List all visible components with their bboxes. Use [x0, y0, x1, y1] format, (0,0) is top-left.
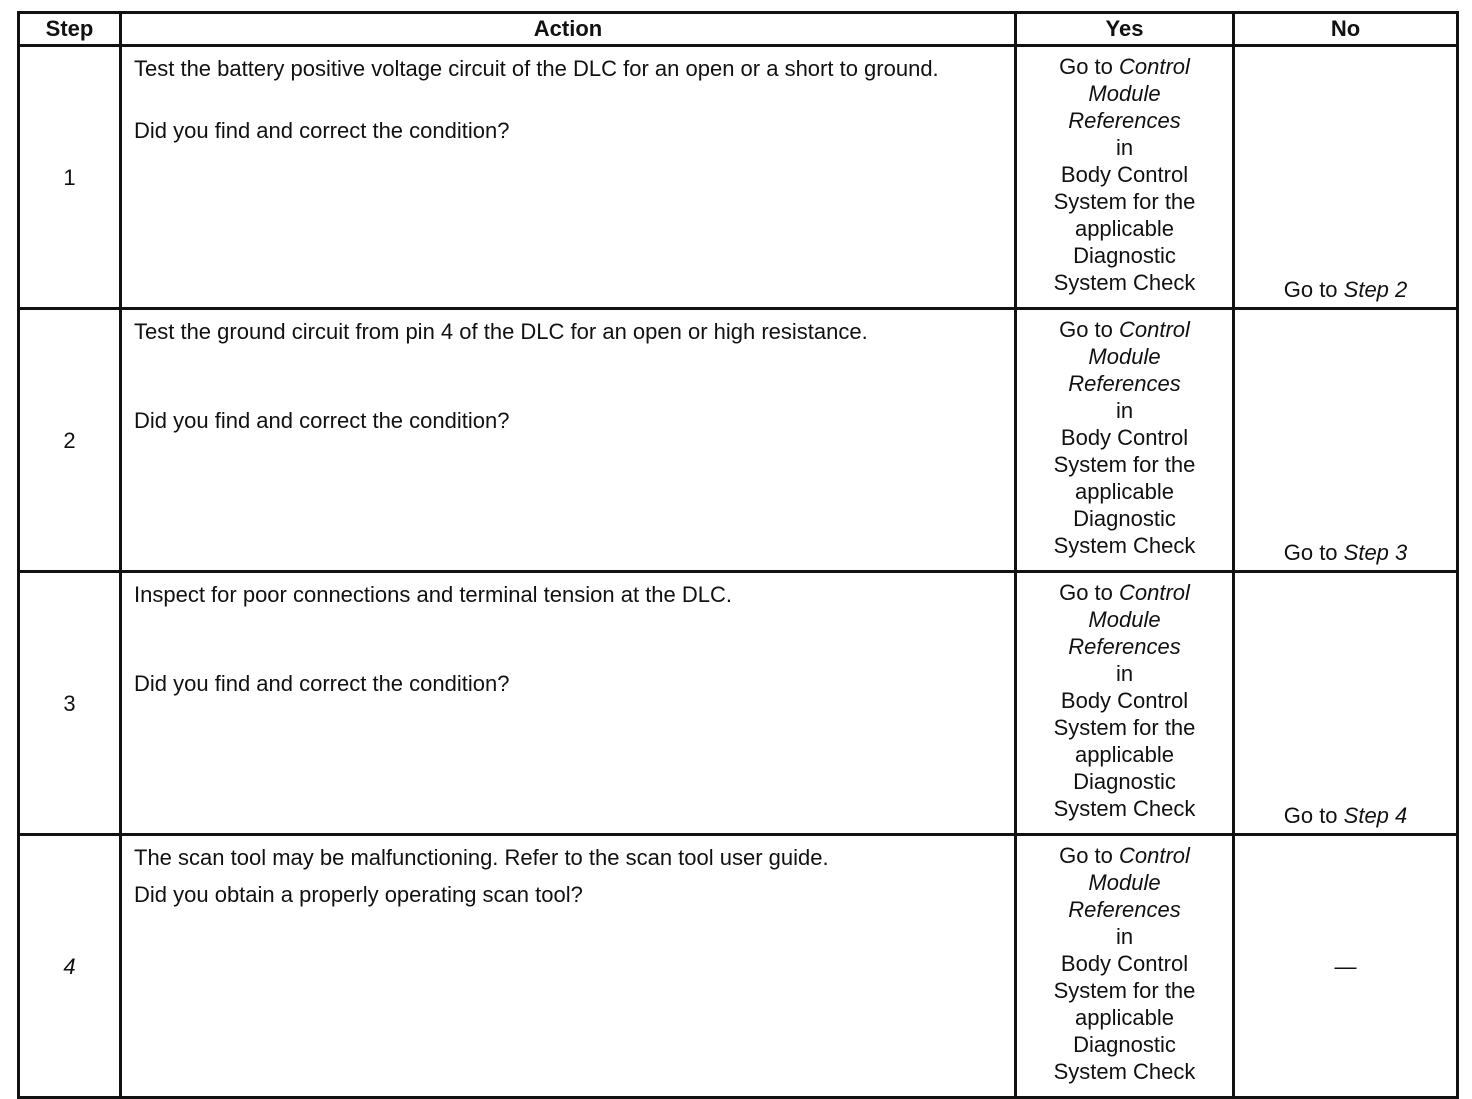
diagnostic-table	[17, 11, 1459, 1099]
no-prefix: Go to	[1283, 803, 1344, 828]
control-module-references-link[interactable]: Module	[1088, 344, 1161, 369]
step-number: 2	[19, 309, 121, 572]
yes-text: System for the	[1053, 189, 1196, 214]
header-yes: Yes	[1016, 13, 1234, 46]
header-no: No	[1234, 13, 1458, 46]
yes-text: applicable	[1074, 742, 1175, 767]
step-link[interactable]: Step 2	[1343, 277, 1408, 302]
control-module-references-link[interactable]: Control	[1119, 843, 1190, 868]
action-instruction: Test the battery positive voltage circuit of the DLC for an open or a short to ground.	[134, 56, 939, 81]
table-row	[19, 572, 1458, 835]
control-module-references-link[interactable]: Control	[1119, 580, 1190, 605]
yes-prefix: Go to	[1059, 580, 1119, 605]
action-question: Did you obtain a properly operating scan tool?	[134, 882, 583, 907]
action-question: Did you find and correct the condition?	[134, 118, 510, 143]
yes-cell	[1016, 835, 1234, 1098]
header-action: Action	[121, 13, 1016, 46]
yes-text: System Check	[1053, 533, 1196, 558]
no-dash: —	[1334, 953, 1357, 979]
yes-text: in	[1115, 661, 1134, 686]
yes-prefix: Go to	[1059, 54, 1119, 79]
yes-prefix: Go to	[1059, 317, 1119, 342]
table-row	[19, 835, 1458, 1098]
no-prefix: Go to	[1283, 277, 1344, 302]
action-instruction: Test the ground circuit from pin 4 of the DLC for an open or high resistance.	[134, 319, 868, 344]
yes-text: applicable	[1074, 216, 1175, 241]
control-module-references-link[interactable]: Module	[1088, 81, 1161, 106]
action-instruction: The scan tool may be malfunctioning. Refer to the scan tool user guide.	[134, 845, 829, 870]
yes-text: System for the	[1053, 978, 1196, 1003]
action-cell	[121, 835, 1016, 1098]
step-number: 3	[19, 572, 121, 835]
control-module-references-link[interactable]: Control	[1119, 54, 1190, 79]
action-instruction: Inspect for poor connections and terminal tension at the DLC.	[134, 582, 733, 607]
control-module-references-link[interactable]: References	[1068, 371, 1181, 396]
yes-text: System for the	[1053, 452, 1196, 477]
action-cell	[121, 572, 1016, 835]
yes-text: Diagnostic	[1073, 506, 1176, 531]
action-question: Did you find and correct the condition?	[134, 408, 510, 433]
control-module-references-link[interactable]: Module	[1088, 607, 1161, 632]
yes-text: in	[1115, 135, 1134, 160]
step-link[interactable]: Step 3	[1343, 540, 1408, 565]
header-step: Step	[19, 13, 121, 46]
step-link[interactable]: Step 4	[1343, 803, 1408, 828]
control-module-references-link[interactable]: Control	[1119, 317, 1190, 342]
control-module-references-link[interactable]: Module	[1088, 870, 1161, 895]
yes-text: System Check	[1053, 796, 1196, 821]
table-row	[19, 309, 1458, 572]
no-prefix: Go to	[1283, 540, 1344, 565]
yes-text: applicable	[1074, 1005, 1175, 1030]
yes-text: in	[1115, 398, 1134, 423]
yes-text: System Check	[1053, 1059, 1196, 1084]
yes-text: System for the	[1053, 715, 1196, 740]
yes-cell	[1016, 572, 1234, 835]
yes-text: Body Control	[1060, 951, 1189, 976]
yes-text: System Check	[1053, 270, 1196, 295]
yes-text: Diagnostic	[1073, 243, 1176, 268]
control-module-references-link[interactable]: References	[1068, 634, 1181, 659]
yes-text: Diagnostic	[1073, 1032, 1176, 1057]
header-row	[19, 13, 1458, 46]
table-row	[19, 46, 1458, 309]
control-module-references-link[interactable]: References	[1068, 108, 1181, 133]
yes-text: Body Control	[1060, 162, 1189, 187]
control-module-references-link[interactable]: References	[1068, 897, 1181, 922]
action-cell	[121, 309, 1016, 572]
yes-prefix: Go to	[1059, 843, 1119, 868]
yes-cell	[1016, 309, 1234, 572]
yes-text: in	[1115, 924, 1134, 949]
yes-cell	[1016, 46, 1234, 309]
step-number: 1	[19, 46, 121, 309]
action-cell	[121, 46, 1016, 309]
no-cell	[1234, 309, 1458, 572]
yes-text: Body Control	[1060, 425, 1189, 450]
no-cell	[1234, 835, 1458, 1098]
step-number: 4	[19, 835, 121, 1098]
yes-text: Body Control	[1060, 688, 1189, 713]
yes-text: Diagnostic	[1073, 769, 1176, 794]
action-question: Did you find and correct the condition?	[134, 671, 510, 696]
yes-text: applicable	[1074, 479, 1175, 504]
no-cell	[1234, 46, 1458, 309]
no-cell	[1234, 572, 1458, 835]
